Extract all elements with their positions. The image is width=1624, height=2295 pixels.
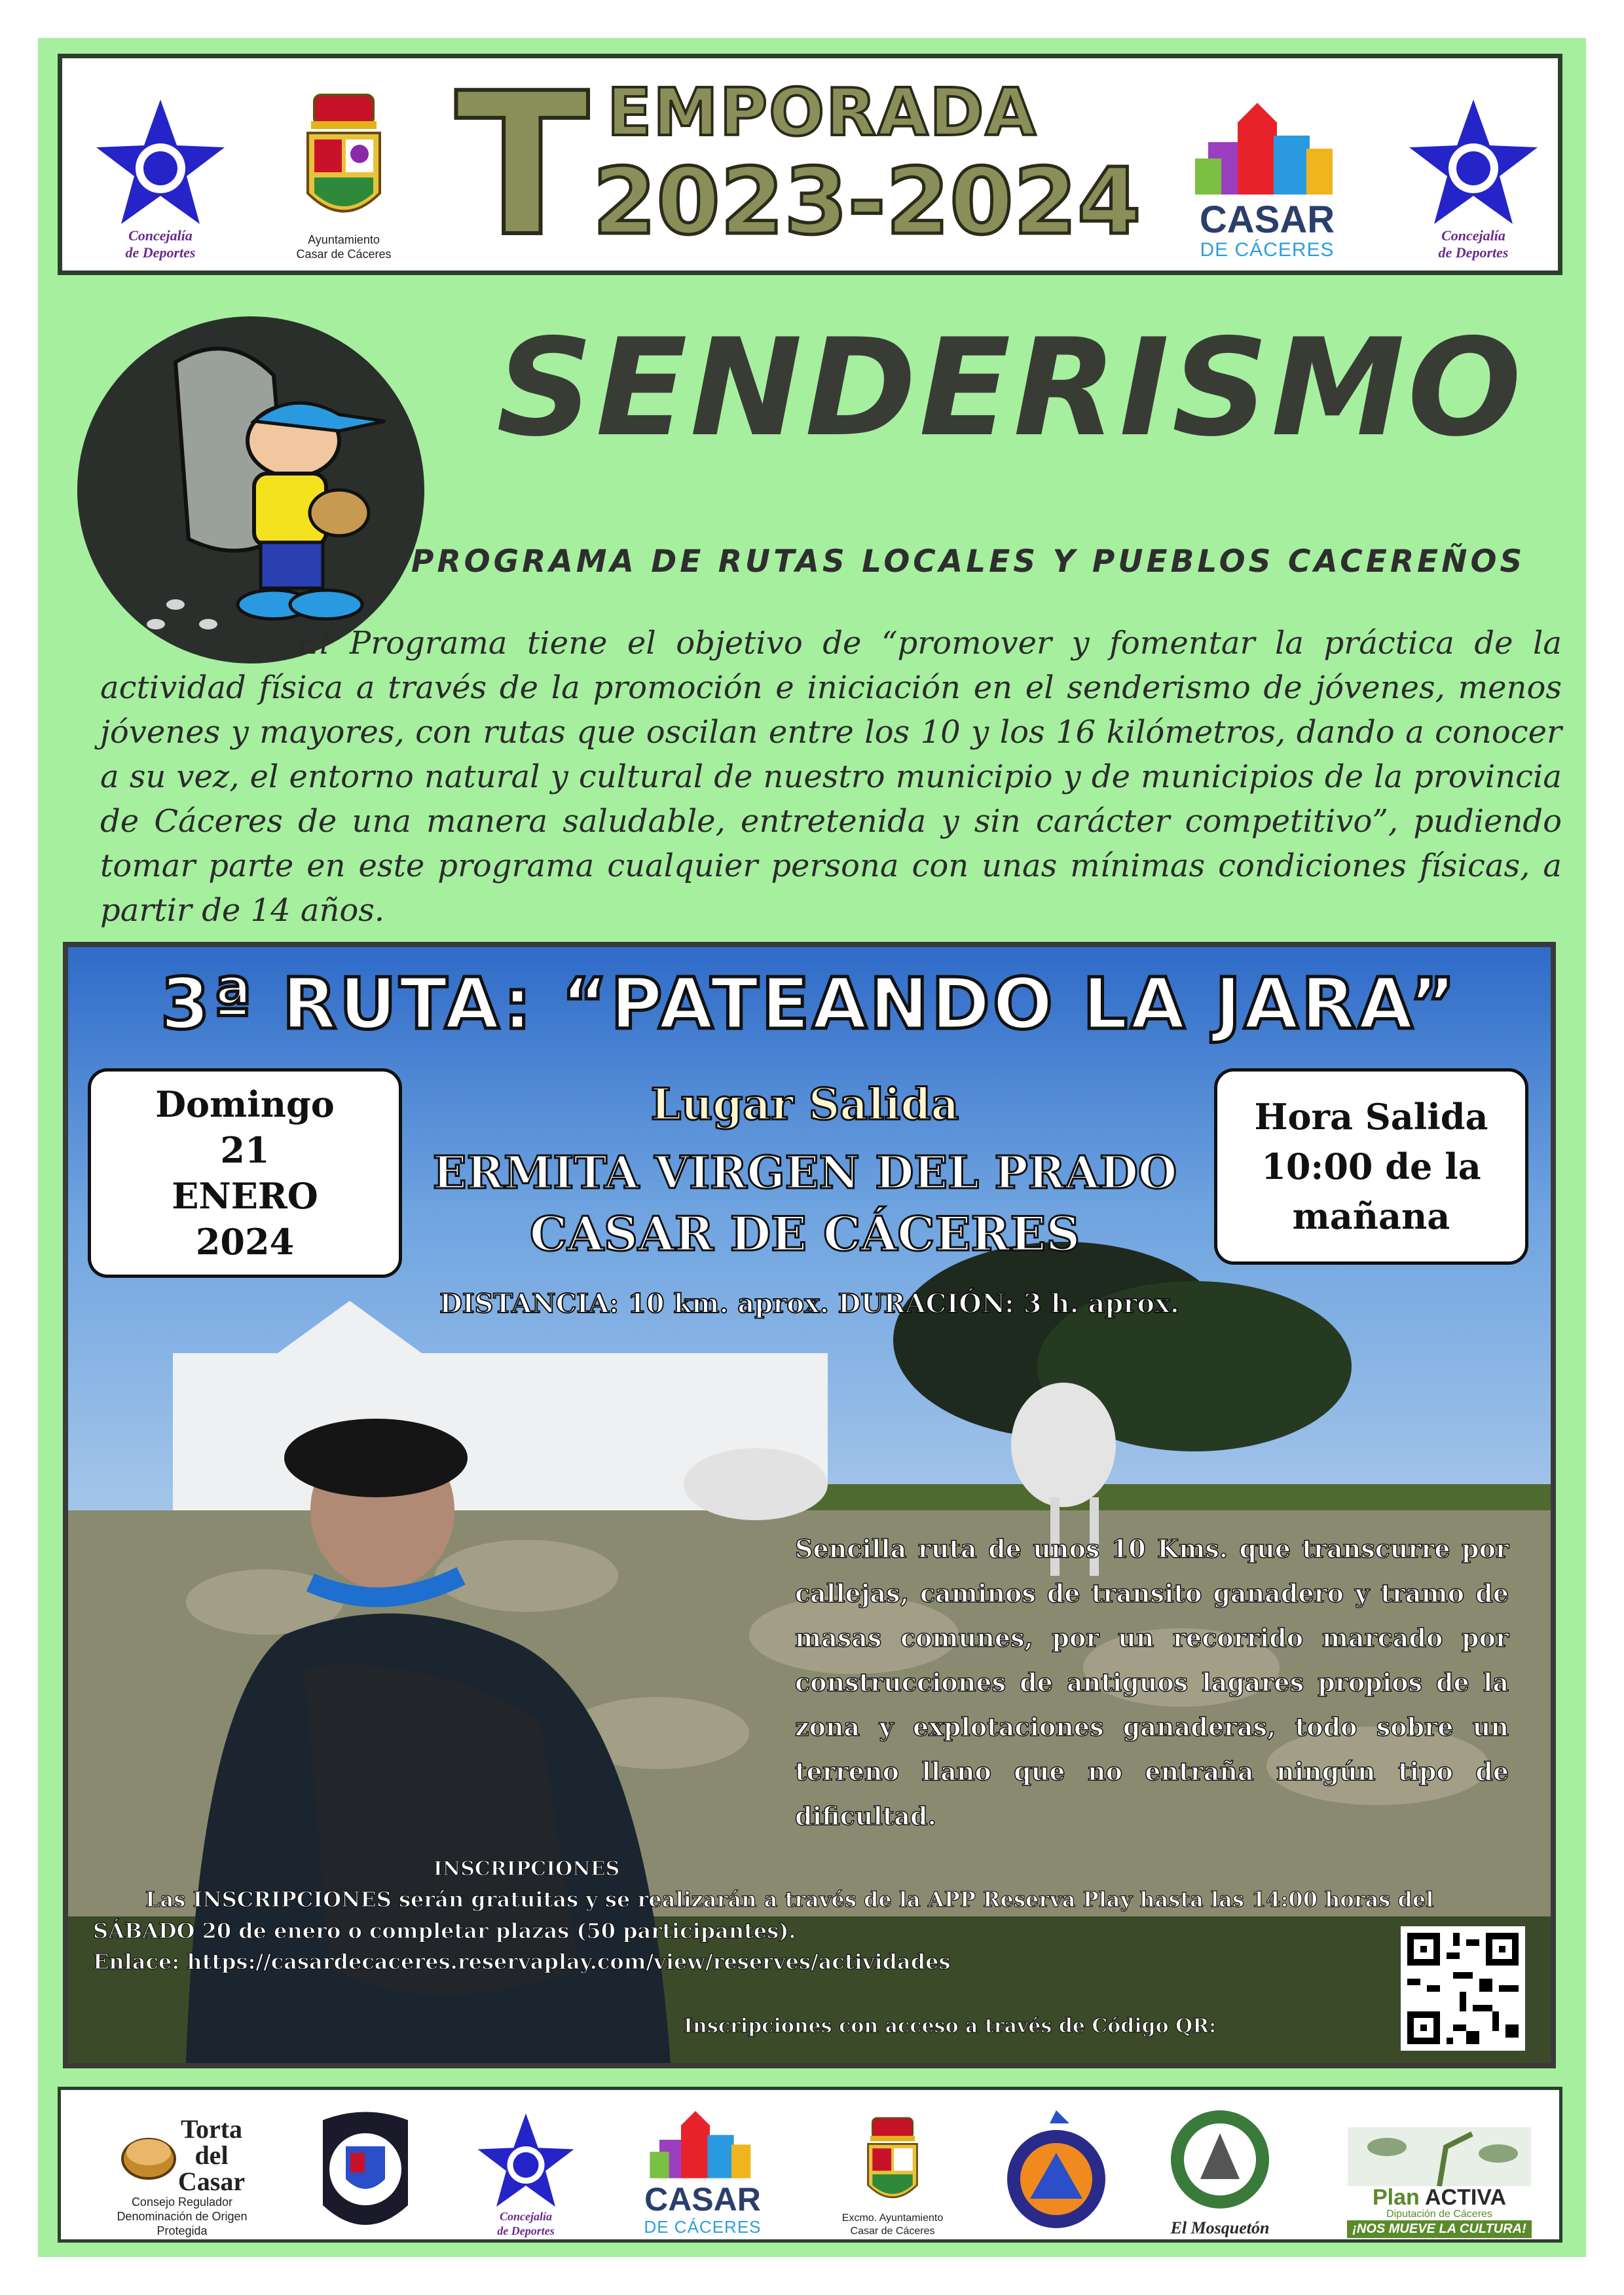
time-value: 10:00 de la [1261,1146,1481,1187]
torta-sub2: Denominación de Origen Protegida [117,2210,248,2237]
route-description: Sencilla ruta de unos 10 Kms. que transcurre por callejas, caminos de transito ganadero y tramo de masas comunes, por un recorrido marcado por construcciones de antiguos lagares propios de la zona y explotaciones ganaderas, todo sobre un terreno llano que no entraña ningún tipo de dificultad. [795,1534,1509,1831]
hiker-icon [77,316,424,663]
registration-heading: INSCRIPCIONES [433,1857,620,1880]
hiking-club-icon [1154,2107,1285,2218]
page-title: SENDERISMO [496,310,1524,466]
torta-line3: Casar [177,2167,246,2196]
casar-word: CASAR [1199,198,1335,241]
qr-instructions: Inscripciones con acceso a través de Código QR: [684,2015,1217,2038]
policia-local-badge [303,2097,428,2238]
concejalia-logo-left [88,71,232,261]
departure-place: ERMITA VIRGEN DEL PRADO [432,1147,1177,1199]
hiker-illustration [77,316,424,663]
date-weekday: Domingo [155,1083,335,1125]
torta-line2: del [194,2140,229,2170]
casar-logo [1169,71,1365,261]
concejalia-line2: de Deportes [497,2224,555,2237]
time-box [1214,1068,1528,1265]
date-box [88,1068,402,1278]
concejalia-line1: Concejalía [1441,227,1505,244]
casar-town-icon [644,2111,762,2183]
casar-word: CASAR [644,2181,761,2218]
qr-code-icon [1401,1926,1525,2051]
page-subtitle: PROGRAMA DE RUTAS LOCALES Y PUEBLOS CACEREÑOS [411,544,1526,580]
concejalia-line2: de Deportes [125,244,196,261]
season-word: EMPORADA [607,74,1037,151]
departure-label: Lugar Salida [650,1079,959,1130]
mosqueton-logo [1148,2097,1292,2238]
route-title: 3ª RUTA: “PATEANDO LA JARA” [160,963,1458,1045]
departure-town: CASAR DE CÁCERES [529,1206,1080,1261]
season-years: 2023-2024 [593,149,1141,255]
header-banner [58,51,1562,280]
casar-sub: DE CÁCERES [644,2217,762,2237]
mosqueton-text: El Mosquetón [1170,2218,1270,2237]
cultura-text: ¡NOS MUEVE LA CULTURA! [1347,2220,1532,2238]
poster [38,38,1586,2257]
route-photo [63,942,1556,2068]
civil-protection-icon [1001,2107,1112,2238]
star-runner-icon [95,96,226,227]
star-runner-icon [473,2111,578,2209]
plan-activa-logo [1338,2097,1541,2238]
proteccion-civil-logo [991,2097,1122,2238]
registration-link[interactable]: Enlace: https://casardecaceres.reservaplay.com/view/reserves/actividades [93,1949,951,1974]
season-big-letter: T [455,51,589,280]
torta-line1: Torta [180,2114,243,2144]
date-day: 21 [220,1129,270,1171]
concejalia-logo-right [1401,71,1545,261]
intro-paragraph: El Programa tiene el objetivo de “promover y fomentar la práctica de la actividad física a través de la promoción e iniciación en el senderismo de jóvenes, menos jóvenes y mayores, con rutas que oscilan entre los 10 y los 16 kilómetros, dando a conocer a su vez, el entorno natural y cultural de nuestro municipio y de municipios de la provincia de Cáceres de una manera saludable, entretenida y sin carácter competitivo”, pudiendo tomar parte en este programa cualquier persona con unas mínimas condiciones físicas, a partir de 14 años. [100,625,1562,929]
ayuntamiento-logo [278,71,409,261]
coat-of-arms-icon [860,2114,925,2212]
star-runner-icon [1408,96,1539,227]
date-year: 2024 [195,1221,295,1263]
casar-town-icon [1189,103,1346,201]
cheese-icon [119,2126,178,2185]
excmo-line2: Casar de Cáceres [850,2226,935,2237]
casar-sub: DE CÁCERES [1200,239,1335,261]
distance-duration: DISTANCIA: 10 km. aprox. DURACIÓN: 3 h. aprox. [439,1288,1179,1319]
torta-sub1: Consejo Regulador [131,2195,233,2209]
ayto-line2: Casar de Cáceres [296,248,392,261]
sponsors-footer [58,2087,1562,2243]
qr-code[interactable] [1401,1926,1525,2051]
excmo-line1: Excmo. Ayuntamiento [841,2212,944,2224]
time-label: Hora Salida [1254,1096,1488,1138]
police-badge-icon [310,2107,421,2238]
concejalia-line2: de Deportes [1438,244,1509,261]
ayto-line1: Ayuntamiento [308,233,380,246]
excmo-ayuntamiento-logo [827,2097,958,2238]
concejalia-logo-footer [460,2097,591,2238]
diputacion-text: Diputación de Cáceres [1386,2209,1492,2220]
activa-text: ACTIVA [1424,2185,1507,2210]
registration-text: Las INSCRIPCIONES serán gratuitas y se realizarán a través de la APP Reserva Play hasta las 14:00 horas del SÁBADO 20 de enero o completar plazas (50 participantes). [93,1887,1434,1943]
concejalia-line1: Concejalía [128,227,193,244]
plan-activa-icon [1348,2127,1531,2186]
date-month: ENERO [172,1175,318,1217]
time-part: mañana [1292,1195,1450,1237]
torta-del-casar-logo [94,2097,270,2238]
casar-logo-footer [618,2097,788,2238]
coat-of-arms-icon [298,88,390,233]
plan-text: Plan [1372,2185,1420,2210]
concejalia-line1: Concejalía [500,2210,552,2223]
